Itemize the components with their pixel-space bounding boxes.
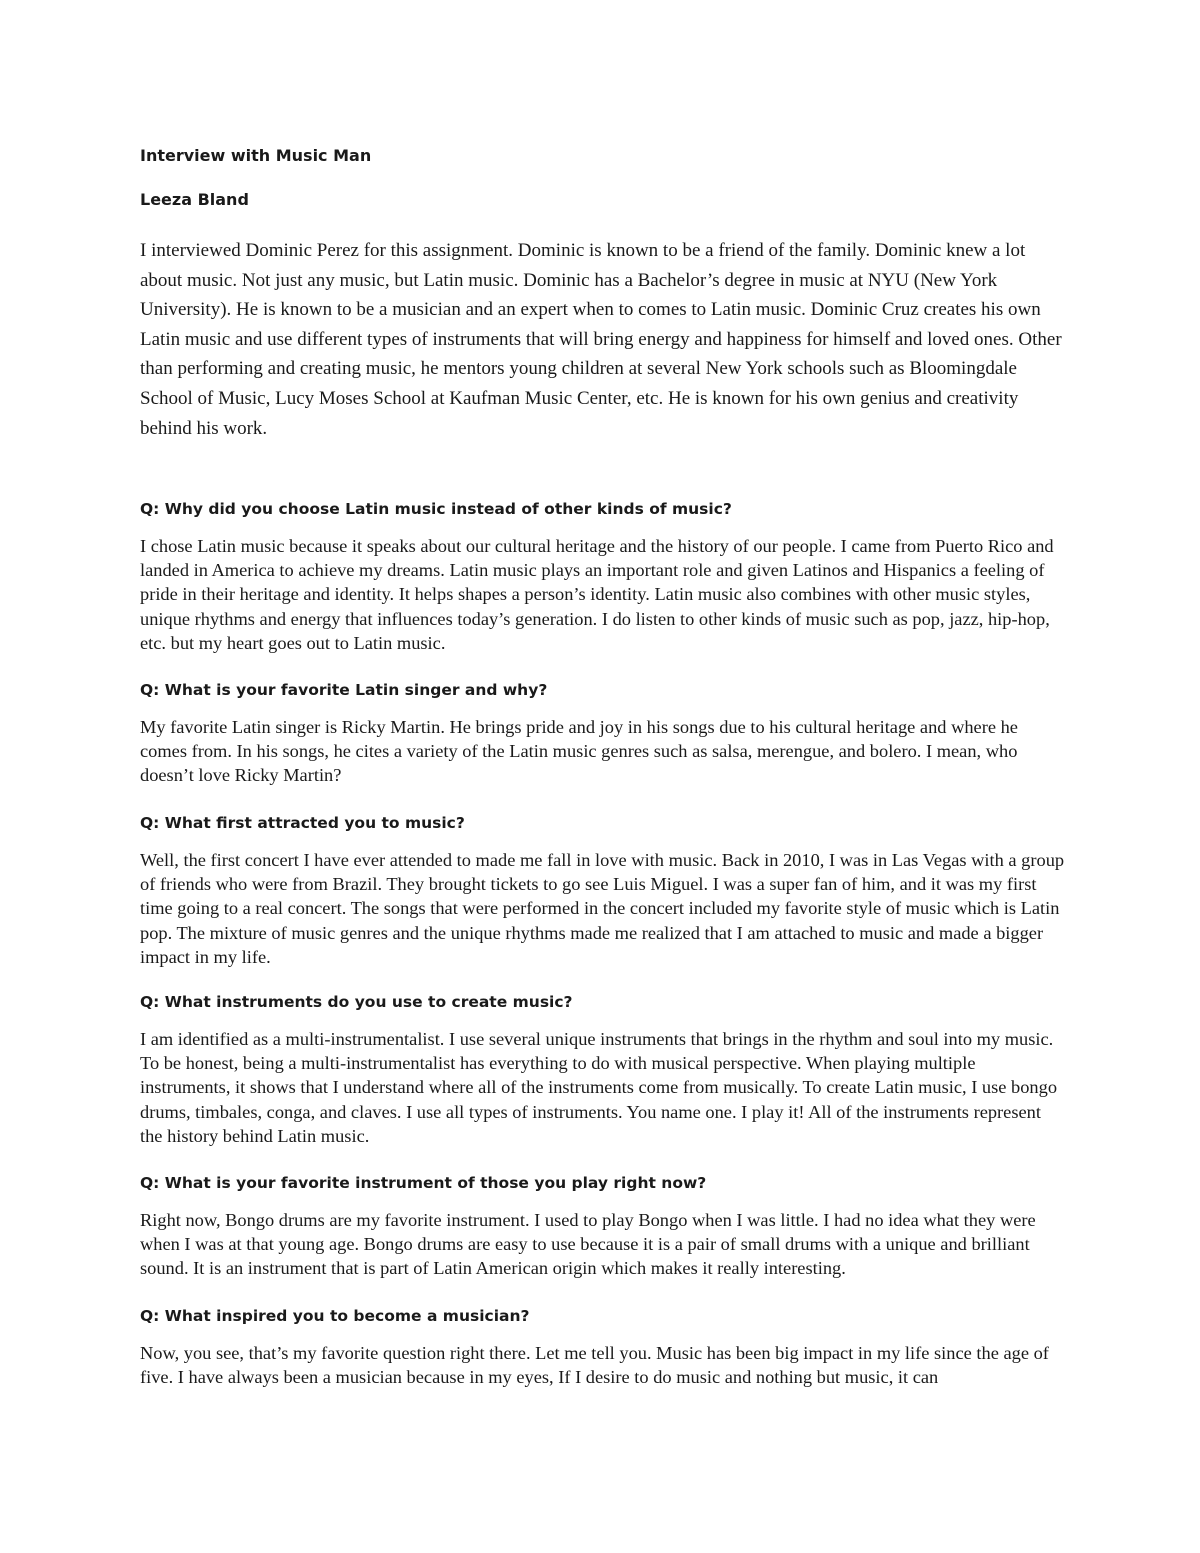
qa-block	[140, 681, 1065, 788]
document-title: Interview with Music Man	[140, 146, 372, 165]
answer-paragraph: My favorite Latin singer is Ricky Martin. He brings pride and joy in his songs due to his cultural heritage and where he comes from. In his songs, he cites a variety of the Latin music genres such as salsa, merengue, and bolero. I mean, who doesn’t love Ricky Martin?	[140, 717, 1018, 786]
answer-paragraph: I chose Latin music because it speaks about our cultural heritage and the history of our people. I came from Puerto Rico and landed in America to achieve my dreams. Latin music plays an important role and given Latinos and Hispanics a feeling of pride in their heritage and identity. It helps shapes a person’s identity. Latin music also combines with other music styles, unique rhythms and energy that influences today’s generation. I do listen to other kinds of music such as pop, jazz, hip-hop, etc. but my heart goes out to Latin music.	[140, 536, 1054, 653]
question-heading: Q: What instruments do you use to create music?	[140, 993, 573, 1011]
qa-block	[140, 500, 1065, 655]
intro-paragraph: I interviewed Dominic Perez for this assignment. Dominic is known to be a friend of the family. Dominic knew a lot about music. Not just any music, but Latin music. Dominic has a Bachelor’s degree in music at NYU (New York University). He is known to be a musician and an expert when to comes to Latin music. Dominic Cruz creates his own Latin music and use different types of instruments that will bring energy and happiness for himself and loved ones. Other than performing and creating music, he mentors young children at several New York schools such as Bloomingdale School of Music, Lucy Moses School at Kaufman Music Center, etc. He is known for his own genius and creativity behind his work.	[140, 240, 1062, 439]
question-heading: Q: Why did you choose Latin music instead of other kinds of music?	[140, 500, 732, 518]
question-heading: Q: What is your favorite Latin singer and why?	[140, 681, 548, 699]
question-heading: Q: What inspired you to become a musician?	[140, 1307, 530, 1325]
question-heading: Q: What first attracted you to music?	[140, 814, 465, 832]
qa-block	[140, 1174, 1065, 1281]
qa-block	[140, 993, 1065, 1148]
answer-paragraph: Well, the first concert I have ever attended to made me fall in love with music. Back in 2010, I was in Las Vegas with a group of friends who were from Brazil. They brought tickets to go see Luis Miguel. I was a super fan of him, and it was my first time going to a real concert. The songs that were performed in the concert included my favorite style of music which is Latin pop. The mixture of music genres and the unique rhythms made me realized that I am attached to music and made a bigger impact in my life.	[140, 850, 1065, 967]
question-heading: Q: What is your favorite instrument of those you play right now?	[140, 1174, 707, 1192]
qa-block	[140, 1307, 1065, 1389]
qa-block	[140, 814, 1065, 969]
answer-paragraph: I am identified as a multi-instrumentalist. I use several unique instruments that brings in the rhythm and soul into my music. To be honest, being a multi-instrumentalist has everything to do with musical perspective. When playing multiple instruments, it shows that I understand where all of the instruments come from musically. To create Latin music, I use bongo drums, timbales, conga, and claves. I use all types of instruments. You name one. I play it! All of the instruments represent the history behind Latin music.	[140, 1029, 1058, 1146]
answer-paragraph: Now, you see, that’s my favorite question right there. Let me tell you. Music has been big impact in my life since the age of five. I have always been a musician because in my eyes, If I desire to do music and nothing but music, it can	[140, 1343, 1049, 1388]
answer-paragraph: Right now, Bongo drums are my favorite instrument. I used to play Bongo when I was little. I had no idea what they were when I was at that young age. Bongo drums are easy to use because it is a pair of small drums with a unique and brilliant sound. It is an instrument that is part of Latin American origin which makes it really interesting.	[140, 1210, 1036, 1279]
author-name: Leeza Bland	[140, 190, 249, 209]
